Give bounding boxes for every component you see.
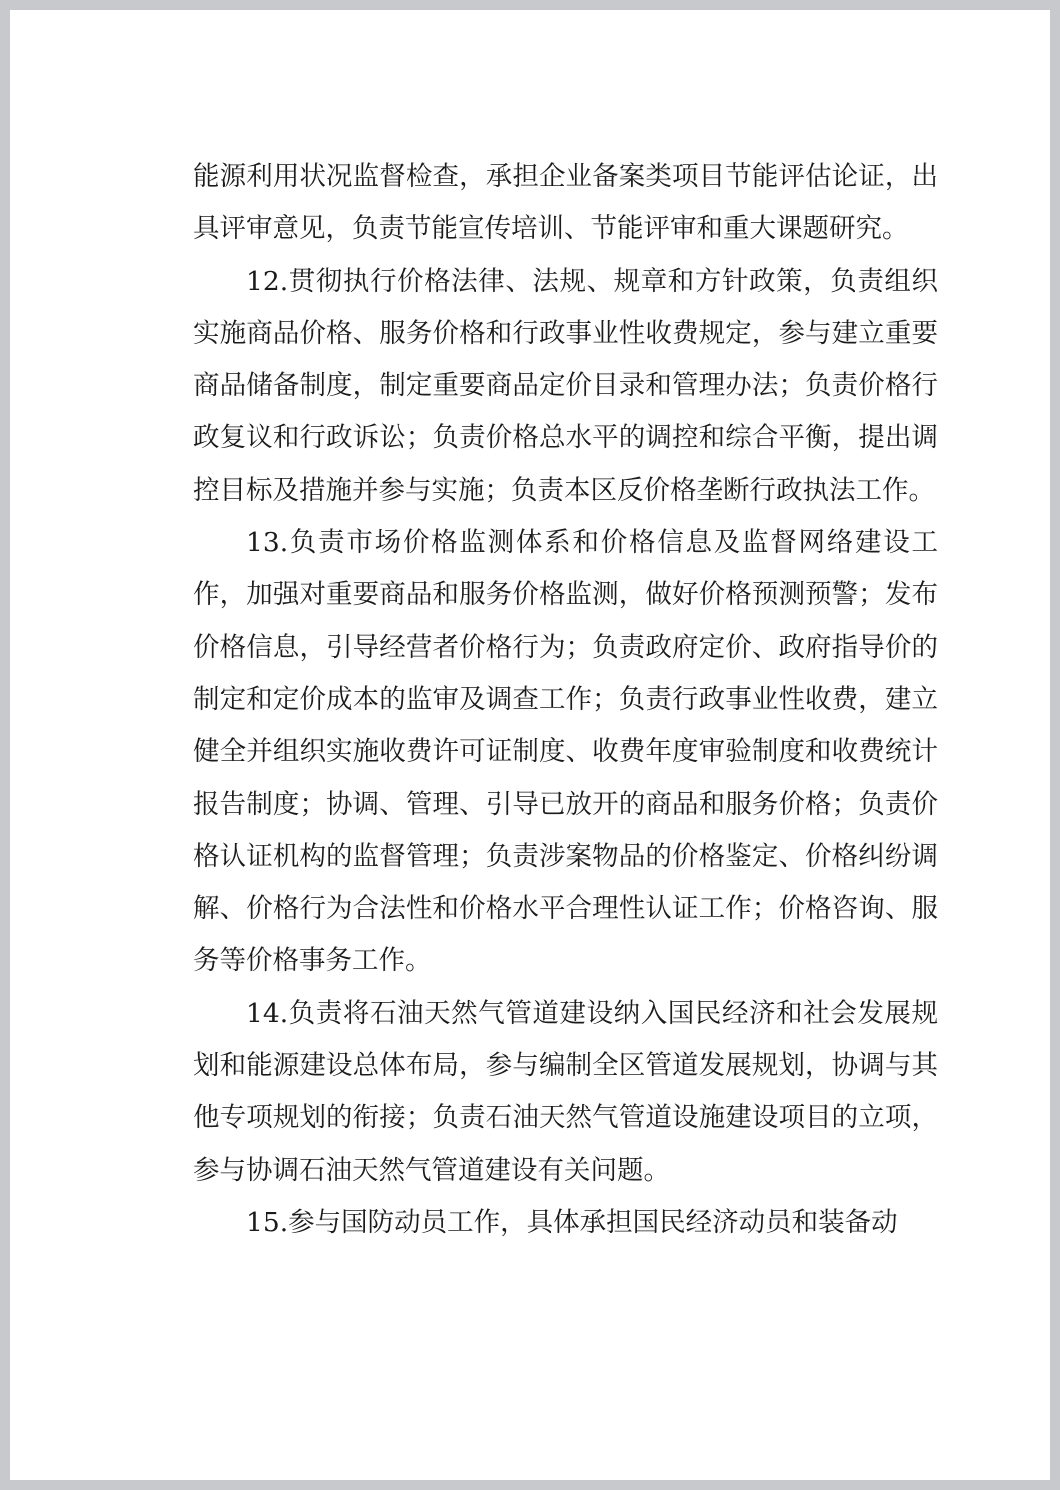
paragraph-item-13-price-monitoring: 13.负责市场价格监测体系和价格信息及监督网络建设工作，加强对重要商品和服务价格监测，做好价格预测预警；发布价格信息，引导经营者价格行为；负责政府定价、政府指导价的制定和定价成本的监审及调查工作；负责行政事业性收费，建立健全并组织实施收费许可证制度、收费年度审验制度和收费统计报告制度；协调、管理、引导已放开的商品和服务价格；负责价格认证机构的监督管理；负责涉案物品的价格鉴定、价格纠纷调解、价格行为合法性和价格水平合理性认证工作；价格咨询、服务等价格事务工作。 <box>193 527 938 977</box>
paragraph-item-14-pipeline-planning: 14.负责将石油天然气管道建设纳入国民经济和社会发展规划和能源建设总体布局，参与编制全区管道发展规划，协调与其他专项规划的衔接；负责石油天然气管道设施建设项目的立项，参与协调石油天然气管道建设有关问题。 <box>193 997 938 1186</box>
paragraph-item-15-defense-mobilization: 15.参与国防动员工作，具体承担国民经济动员和装备动 <box>246 1206 898 1238</box>
document-body <box>193 151 938 1249</box>
document-page <box>10 10 1050 1480</box>
paragraph-item-12-pricing-policy: 12.贯彻执行价格法律、法规、规章和方针政策，负责组织实施商品价格、服务价格和行政事业性收费规定，参与建立重要商品储备制度，制定重要商品定价目录和管理办法；负责价格行政复议和行政诉讼；负责价格总水平的调控和综合平衡，提出调控目标及措施并参与实施；负责本区反价格垄断行政执法工作。 <box>193 265 938 506</box>
paragraph-energy-supervision: 能源利用状况监督检查，承担企业备案类项目节能评估论证，出具评审意见，负责节能宣传培训、节能评审和重大课题研究。 <box>193 161 938 245</box>
